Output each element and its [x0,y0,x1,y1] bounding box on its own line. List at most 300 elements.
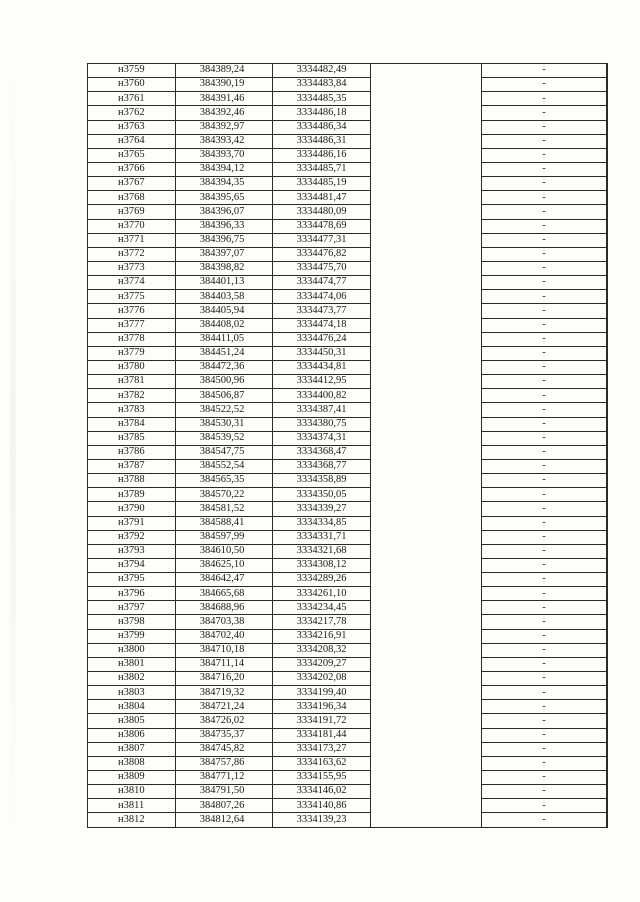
point-name-cell: н3798 [88,615,176,629]
dash-cell: - [482,601,608,615]
right-border-cell [607,488,611,502]
x-coordinate-cell: 384588,41 [176,516,273,530]
right-border-cell [607,417,611,431]
x-coordinate-cell: 384716,20 [176,672,273,686]
x-coordinate-cell: 384389,24 [176,64,273,78]
right-border-cell [607,516,611,530]
dash-cell: - [482,106,608,120]
x-coordinate-cell: 384391,46 [176,92,273,106]
y-coordinate-cell: 3334485,71 [273,162,371,176]
table-row [88,261,612,275]
right-border-cell [607,474,611,488]
y-coordinate-cell: 3334140,86 [273,799,371,813]
y-coordinate-cell: 3334380,75 [273,417,371,431]
empty-cell [371,686,482,700]
x-coordinate-cell: 384396,75 [176,233,273,247]
table-row [88,332,612,346]
table-row [88,290,612,304]
point-name-cell: н3764 [88,134,176,148]
x-coordinate-cell: 384472,36 [176,360,273,374]
y-coordinate-cell: 3334368,77 [273,459,371,473]
point-name-cell: н3763 [88,120,176,134]
dash-cell: - [482,78,608,92]
x-coordinate-cell: 384403,58 [176,290,273,304]
y-coordinate-cell: 3334146,02 [273,785,371,799]
point-name-cell: н3776 [88,304,176,318]
table-row [88,502,612,516]
point-name-cell: н3779 [88,346,176,360]
x-coordinate-cell: 384396,07 [176,205,273,219]
x-coordinate-cell: 384539,52 [176,431,273,445]
empty-cell [371,502,482,516]
y-coordinate-cell: 3334339,27 [273,502,371,516]
x-coordinate-cell: 384703,38 [176,615,273,629]
dash-cell: - [482,558,608,572]
table-row [88,346,612,360]
point-name-cell: н3774 [88,276,176,290]
dash-cell: - [482,502,608,516]
right-border-cell [607,261,611,275]
dash-cell: - [482,785,608,799]
point-name-cell: н3807 [88,742,176,756]
empty-cell [371,78,482,92]
table-row [88,700,612,714]
dash-cell: - [482,657,608,671]
y-coordinate-cell: 3334331,71 [273,530,371,544]
right-border-cell [607,530,611,544]
right-border-cell [607,177,611,191]
empty-cell [371,417,482,431]
right-border-cell [607,233,611,247]
point-name-cell: н3800 [88,643,176,657]
x-coordinate-cell: 384451,24 [176,346,273,360]
dash-cell: - [482,233,608,247]
point-name-cell: н3772 [88,247,176,261]
y-coordinate-cell: 3334334,85 [273,516,371,530]
table-row [88,657,612,671]
right-border-cell [607,544,611,558]
dash-cell: - [482,742,608,756]
dash-cell: - [482,587,608,601]
dash-cell: - [482,756,608,770]
point-name-cell: н3801 [88,657,176,671]
empty-cell [371,134,482,148]
point-name-cell: н3785 [88,431,176,445]
y-coordinate-cell: 3334412,95 [273,375,371,389]
y-coordinate-cell: 3334173,27 [273,742,371,756]
right-border-cell [607,120,611,134]
table-row [88,459,612,473]
table-row [88,488,612,502]
y-coordinate-cell: 3334350,05 [273,488,371,502]
point-name-cell: н3782 [88,389,176,403]
dash-cell: - [482,177,608,191]
x-coordinate-cell: 384547,75 [176,445,273,459]
point-name-cell: н3808 [88,756,176,770]
right-border-cell [607,558,611,572]
dash-cell: - [482,474,608,488]
table-row [88,148,612,162]
table-row [88,205,612,219]
right-border-cell [607,290,611,304]
right-border-cell [607,247,611,261]
empty-cell [371,92,482,106]
empty-cell [371,601,482,615]
right-border-cell [607,389,611,403]
right-border-cell [607,700,611,714]
y-coordinate-cell: 3334139,23 [273,813,371,827]
right-border-cell [607,191,611,205]
right-border-cell [607,304,611,318]
right-border-cell [607,64,611,78]
y-coordinate-cell: 3334476,82 [273,247,371,261]
x-coordinate-cell: 384688,96 [176,601,273,615]
table-row [88,686,612,700]
table-row [88,403,612,417]
right-border-cell [607,672,611,686]
coordinates-table [87,63,611,828]
empty-cell [371,799,482,813]
y-coordinate-cell: 3334387,41 [273,403,371,417]
empty-cell [371,558,482,572]
right-border-cell [607,714,611,728]
x-coordinate-cell: 384398,82 [176,261,273,275]
x-coordinate-cell: 384390,19 [176,78,273,92]
y-coordinate-cell: 3334474,77 [273,276,371,290]
empty-cell [371,120,482,134]
right-border-cell [607,134,611,148]
y-coordinate-cell: 3334486,16 [273,148,371,162]
right-border-cell [607,431,611,445]
right-border-cell [607,615,611,629]
point-name-cell: н3762 [88,106,176,120]
empty-cell [371,247,482,261]
empty-cell [371,445,482,459]
empty-cell [371,276,482,290]
coordinates-table-body [88,64,612,828]
y-coordinate-cell: 3334483,84 [273,78,371,92]
y-coordinate-cell: 3334202,08 [273,672,371,686]
dash-cell: - [482,346,608,360]
dash-cell: - [482,686,608,700]
point-name-cell: н3761 [88,92,176,106]
table-row [88,813,612,827]
empty-cell [371,813,482,827]
empty-cell [371,672,482,686]
table-row [88,78,612,92]
dash-cell: - [482,672,608,686]
x-coordinate-cell: 384710,18 [176,643,273,657]
y-coordinate-cell: 3334217,78 [273,615,371,629]
right-border-cell [607,78,611,92]
point-name-cell: н3804 [88,700,176,714]
x-coordinate-cell: 384500,96 [176,375,273,389]
y-coordinate-cell: 3334450,31 [273,346,371,360]
right-border-cell [607,587,611,601]
x-coordinate-cell: 384394,35 [176,177,273,191]
empty-cell [371,459,482,473]
dash-cell: - [482,375,608,389]
y-coordinate-cell: 3334209,27 [273,657,371,671]
point-name-cell: н3773 [88,261,176,275]
table-row [88,742,612,756]
empty-cell [371,205,482,219]
table-row [88,771,612,785]
y-coordinate-cell: 3334400,82 [273,389,371,403]
point-name-cell: н3806 [88,728,176,742]
point-name-cell: н3812 [88,813,176,827]
table-row [88,615,612,629]
point-name-cell: н3760 [88,78,176,92]
x-coordinate-cell: 384807,26 [176,799,273,813]
dash-cell: - [482,332,608,346]
empty-cell [371,742,482,756]
point-name-cell: н3794 [88,558,176,572]
point-name-cell: н3795 [88,573,176,587]
x-coordinate-cell: 384719,32 [176,686,273,700]
x-coordinate-cell: 384522,52 [176,403,273,417]
table-row [88,558,612,572]
x-coordinate-cell: 384405,94 [176,304,273,318]
point-name-cell: н3783 [88,403,176,417]
dash-cell: - [482,488,608,502]
y-coordinate-cell: 3334474,06 [273,290,371,304]
dash-cell: - [482,276,608,290]
x-coordinate-cell: 384401,13 [176,276,273,290]
y-coordinate-cell: 3334485,19 [273,177,371,191]
table-row [88,672,612,686]
table-row [88,417,612,431]
empty-cell [371,530,482,544]
table-row [88,629,612,643]
point-name-cell: н3780 [88,360,176,374]
dash-cell: - [482,261,608,275]
point-name-cell: н3792 [88,530,176,544]
table-row [88,375,612,389]
table-row [88,389,612,403]
right-border-cell [607,403,611,417]
point-name-cell: н3759 [88,64,176,78]
empty-cell [371,516,482,530]
right-border-cell [607,502,611,516]
x-coordinate-cell: 384393,70 [176,148,273,162]
point-name-cell: н3775 [88,290,176,304]
dash-cell: - [482,304,608,318]
point-name-cell: н3805 [88,714,176,728]
x-coordinate-cell: 384565,35 [176,474,273,488]
empty-cell [371,587,482,601]
dash-cell: - [482,219,608,233]
y-coordinate-cell: 3334434,81 [273,360,371,374]
y-coordinate-cell: 3334155,95 [273,771,371,785]
y-coordinate-cell: 3334486,31 [273,134,371,148]
empty-cell [371,615,482,629]
empty-cell [371,375,482,389]
x-coordinate-cell: 384597,99 [176,530,273,544]
y-coordinate-cell: 3334199,40 [273,686,371,700]
y-coordinate-cell: 3334374,31 [273,431,371,445]
right-border-cell [607,445,611,459]
right-border-cell [607,799,611,813]
y-coordinate-cell: 3334475,70 [273,261,371,275]
point-name-cell: н3777 [88,318,176,332]
y-coordinate-cell: 3334321,68 [273,544,371,558]
x-coordinate-cell: 384395,65 [176,191,273,205]
point-name-cell: н3770 [88,219,176,233]
table-row [88,360,612,374]
point-name-cell: н3781 [88,375,176,389]
empty-cell [371,191,482,205]
x-coordinate-cell: 384581,52 [176,502,273,516]
table-row [88,431,612,445]
x-coordinate-cell: 384392,97 [176,120,273,134]
point-name-cell: н3784 [88,417,176,431]
right-border-cell [607,601,611,615]
table-row [88,474,612,488]
table-row [88,756,612,770]
table-row [88,304,612,318]
x-coordinate-cell: 384408,02 [176,318,273,332]
empty-cell [371,162,482,176]
table-row [88,714,612,728]
x-coordinate-cell: 384570,22 [176,488,273,502]
right-border-cell [607,813,611,827]
dash-cell: - [482,205,608,219]
point-name-cell: н3809 [88,771,176,785]
point-name-cell: н3778 [88,332,176,346]
point-name-cell: н3788 [88,474,176,488]
empty-cell [371,544,482,558]
empty-cell [371,756,482,770]
empty-cell [371,346,482,360]
right-border-cell [607,148,611,162]
point-name-cell: н3796 [88,587,176,601]
dash-cell: - [482,544,608,558]
table-row [88,587,612,601]
dash-cell: - [482,403,608,417]
dash-cell: - [482,573,608,587]
dash-cell: - [482,247,608,261]
dash-cell: - [482,318,608,332]
y-coordinate-cell: 3334486,18 [273,106,371,120]
table-row [88,191,612,205]
y-coordinate-cell: 3334289,26 [273,573,371,587]
dash-cell: - [482,643,608,657]
empty-cell [371,403,482,417]
x-coordinate-cell: 384735,37 [176,728,273,742]
dash-cell: - [482,700,608,714]
table-row [88,247,612,261]
y-coordinate-cell: 3334358,89 [273,474,371,488]
dash-cell: - [482,120,608,134]
dash-cell: - [482,134,608,148]
dash-cell: - [482,516,608,530]
dash-cell: - [482,191,608,205]
dash-cell: - [482,799,608,813]
dash-cell: - [482,64,608,78]
table-row [88,799,612,813]
dash-cell: - [482,360,608,374]
x-coordinate-cell: 384702,40 [176,629,273,643]
y-coordinate-cell: 3334481,47 [273,191,371,205]
empty-cell [371,389,482,403]
point-name-cell: н3768 [88,191,176,205]
y-coordinate-cell: 3334476,24 [273,332,371,346]
right-border-cell [607,771,611,785]
right-border-cell [607,276,611,290]
table-row [88,643,612,657]
x-coordinate-cell: 384397,07 [176,247,273,261]
y-coordinate-cell: 3334477,31 [273,233,371,247]
empty-cell [371,657,482,671]
empty-cell [371,148,482,162]
y-coordinate-cell: 3334261,10 [273,587,371,601]
y-coordinate-cell: 3334478,69 [273,219,371,233]
right-border-cell [607,106,611,120]
right-border-cell [607,643,611,657]
empty-cell [371,233,482,247]
empty-cell [371,360,482,374]
dash-cell: - [482,389,608,403]
right-border-cell [607,785,611,799]
empty-cell [371,728,482,742]
empty-cell [371,431,482,445]
table-row [88,728,612,742]
x-coordinate-cell: 384506,87 [176,389,273,403]
table-row [88,785,612,799]
x-coordinate-cell: 384726,02 [176,714,273,728]
empty-cell [371,290,482,304]
point-name-cell: н3803 [88,686,176,700]
dash-cell: - [482,148,608,162]
table-row [88,516,612,530]
y-coordinate-cell: 3334181,44 [273,728,371,742]
right-border-cell [607,629,611,643]
x-coordinate-cell: 384625,10 [176,558,273,572]
x-coordinate-cell: 384393,42 [176,134,273,148]
empty-cell [371,318,482,332]
y-coordinate-cell: 3334196,34 [273,700,371,714]
table-row [88,177,612,191]
y-coordinate-cell: 3334368,47 [273,445,371,459]
x-coordinate-cell: 384721,24 [176,700,273,714]
y-coordinate-cell: 3334480,09 [273,205,371,219]
point-name-cell: н3790 [88,502,176,516]
x-coordinate-cell: 384610,50 [176,544,273,558]
right-border-cell [607,162,611,176]
table-row [88,573,612,587]
point-name-cell: н3799 [88,629,176,643]
table-row [88,106,612,120]
empty-cell [371,304,482,318]
point-name-cell: н3802 [88,672,176,686]
x-coordinate-cell: 384552,54 [176,459,273,473]
point-name-cell: н3771 [88,233,176,247]
table-row [88,120,612,134]
point-name-cell: н3765 [88,148,176,162]
table-row [88,162,612,176]
right-border-cell [607,332,611,346]
empty-cell [371,332,482,346]
empty-cell [371,219,482,233]
empty-cell [371,106,482,120]
y-coordinate-cell: 3334473,77 [273,304,371,318]
y-coordinate-cell: 3334208,32 [273,643,371,657]
x-coordinate-cell: 384757,86 [176,756,273,770]
table-row [88,276,612,290]
empty-cell [371,629,482,643]
y-coordinate-cell: 3334482,49 [273,64,371,78]
